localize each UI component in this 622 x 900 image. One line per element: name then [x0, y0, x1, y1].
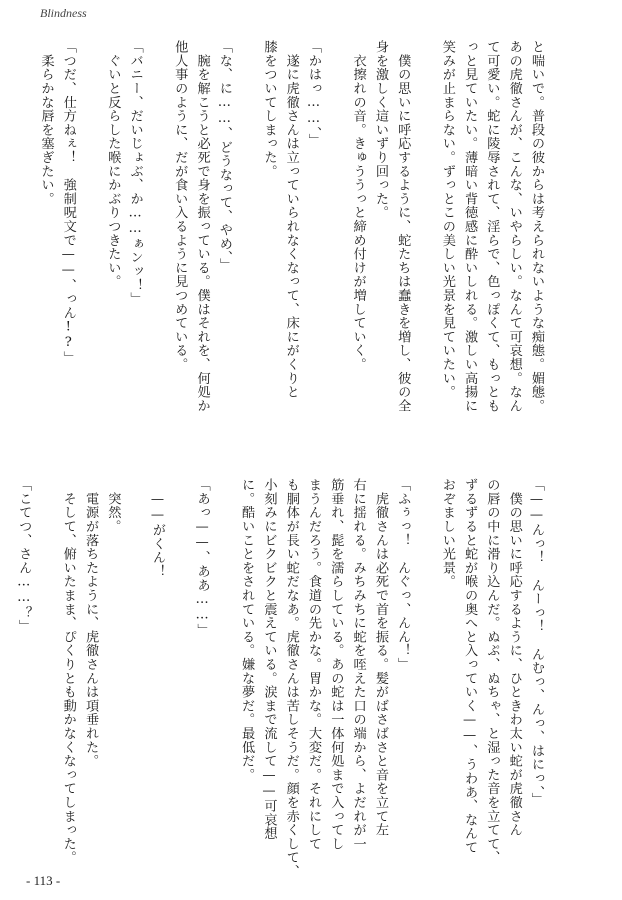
text-line — [413, 478, 435, 868]
text-line: 「かはっ……、」 — [306, 40, 322, 148]
text-line: あの虎徹さんが、こんな、いやらしい。なんて可哀想。なん — [506, 40, 522, 413]
text-line: ずるずると蛇が喉の奥へと入っていく——、うわあ、なんて — [462, 478, 478, 855]
running-head: Blindness — [40, 6, 87, 20]
text-line: 虎徹さんは必死で首を振る。髪がばさばさと音を立て左 — [372, 478, 388, 837]
text-line: 「こてつ、さん……？」 — [16, 478, 32, 634]
text-line: っと見ていたい。薄暗い背徳感に酔いしれる。激しい高揚に — [462, 40, 478, 413]
text-line — [79, 40, 101, 430]
text-line: ——がくん！ — [149, 478, 165, 579]
text-line: 右に揺れる。みちみちに蛇を咥えた口の端から、よだれが一 — [350, 478, 366, 851]
text-line — [146, 40, 168, 430]
text-line: に。酷いことをされている。嫌な夢だ。最低だ。 — [239, 478, 255, 782]
text-block-top — [34, 40, 547, 430]
text-line: 遂に虎徹さんは立っていられなくなって、床にがくりと — [283, 40, 299, 399]
text-line — [235, 40, 257, 430]
text-line: も胴体が長い蛇だなあ。虎徹さんは苦しそうだ。顔を赤くして、 — [283, 478, 299, 879]
text-line: 衣擦れの音。きゅううっと締め付けが増していく。 — [350, 40, 366, 372]
text-line: 他人事のように、だが食い入るように見つめている。 — [172, 40, 188, 372]
text-line: 「——んっ！ んーっ！ んむっ、んっ、はにっ、」 — [529, 478, 544, 807]
text-block-bottom — [12, 478, 547, 879]
text-line: ぐいと反らした喉にかぶりつきたい。 — [105, 40, 121, 289]
text-line: 「つだ、仕方ねぇ！ 強制呪文で——、っん!?」 — [60, 40, 76, 365]
text-line: 「な、に……、どうなって、やめ、」 — [216, 40, 232, 272]
text-line: 膝をついてしまった。 — [261, 40, 277, 178]
text-line: 「あっ——、ああ……」 — [194, 478, 210, 637]
text-line — [324, 40, 346, 430]
text-line: と喘いで。普段の彼からは考えられないような痴態。媚態。 — [529, 40, 544, 413]
text-line: まうんだろう。食道の先かな。胃かな。大変だ。それにして — [306, 478, 322, 851]
text-line: 「バニー、だいじょぶ、か……ぁンッ！」 — [127, 40, 143, 306]
text-line: 僕の思いに呼応するように、蛇たちは蠢きを増し、彼の全 — [395, 40, 411, 413]
text-line: 僕の思いに呼応するように、ひときわ太い蛇が虎徹さん — [506, 478, 522, 837]
text-line: の唇の中に滑り込んだ。ぬぷ、ぬちゃ、と湿った音を立てて、 — [484, 478, 500, 865]
text-line: そして、俯いたまま、ぴくりとも動かなくなってしまった。 — [60, 478, 76, 865]
text-line: 筋垂れ、髭を濡らしている。あの蛇は一体何処まで入ってし — [328, 478, 344, 851]
text-line: て可愛い。蛇に陵辱されて、淫らで、色っぽくて、もっとも — [484, 40, 500, 413]
text-line: 腕を解こうと必死で身を振っている。僕はそれを、何処か — [194, 40, 210, 413]
text-line — [168, 478, 190, 868]
text-line — [34, 478, 56, 868]
page-number: - 113 - — [26, 873, 61, 888]
text-line: 柔らかな唇を塞ぎたい。 — [38, 40, 54, 206]
text-line — [413, 40, 435, 430]
text-line — [123, 478, 145, 868]
text-line: 電源が落ちたように、虎徹さんは項垂れた。 — [83, 478, 99, 768]
text-line: おぞましい光景。 — [439, 478, 455, 589]
text-line: 笑みが止まらない。ずっとこの美しい光景を見ていたい。 — [439, 40, 455, 399]
text-line: 突然。 — [105, 478, 121, 534]
text-line — [213, 478, 235, 868]
text-line: 「ふぅっ！ んぐっ、んん！」 — [395, 478, 411, 672]
text-line: 身を激しく這いずり回った。 — [372, 40, 388, 220]
text-line: 小刻みにビクビクと震えている。涙まで流して——可哀想 — [261, 478, 277, 841]
